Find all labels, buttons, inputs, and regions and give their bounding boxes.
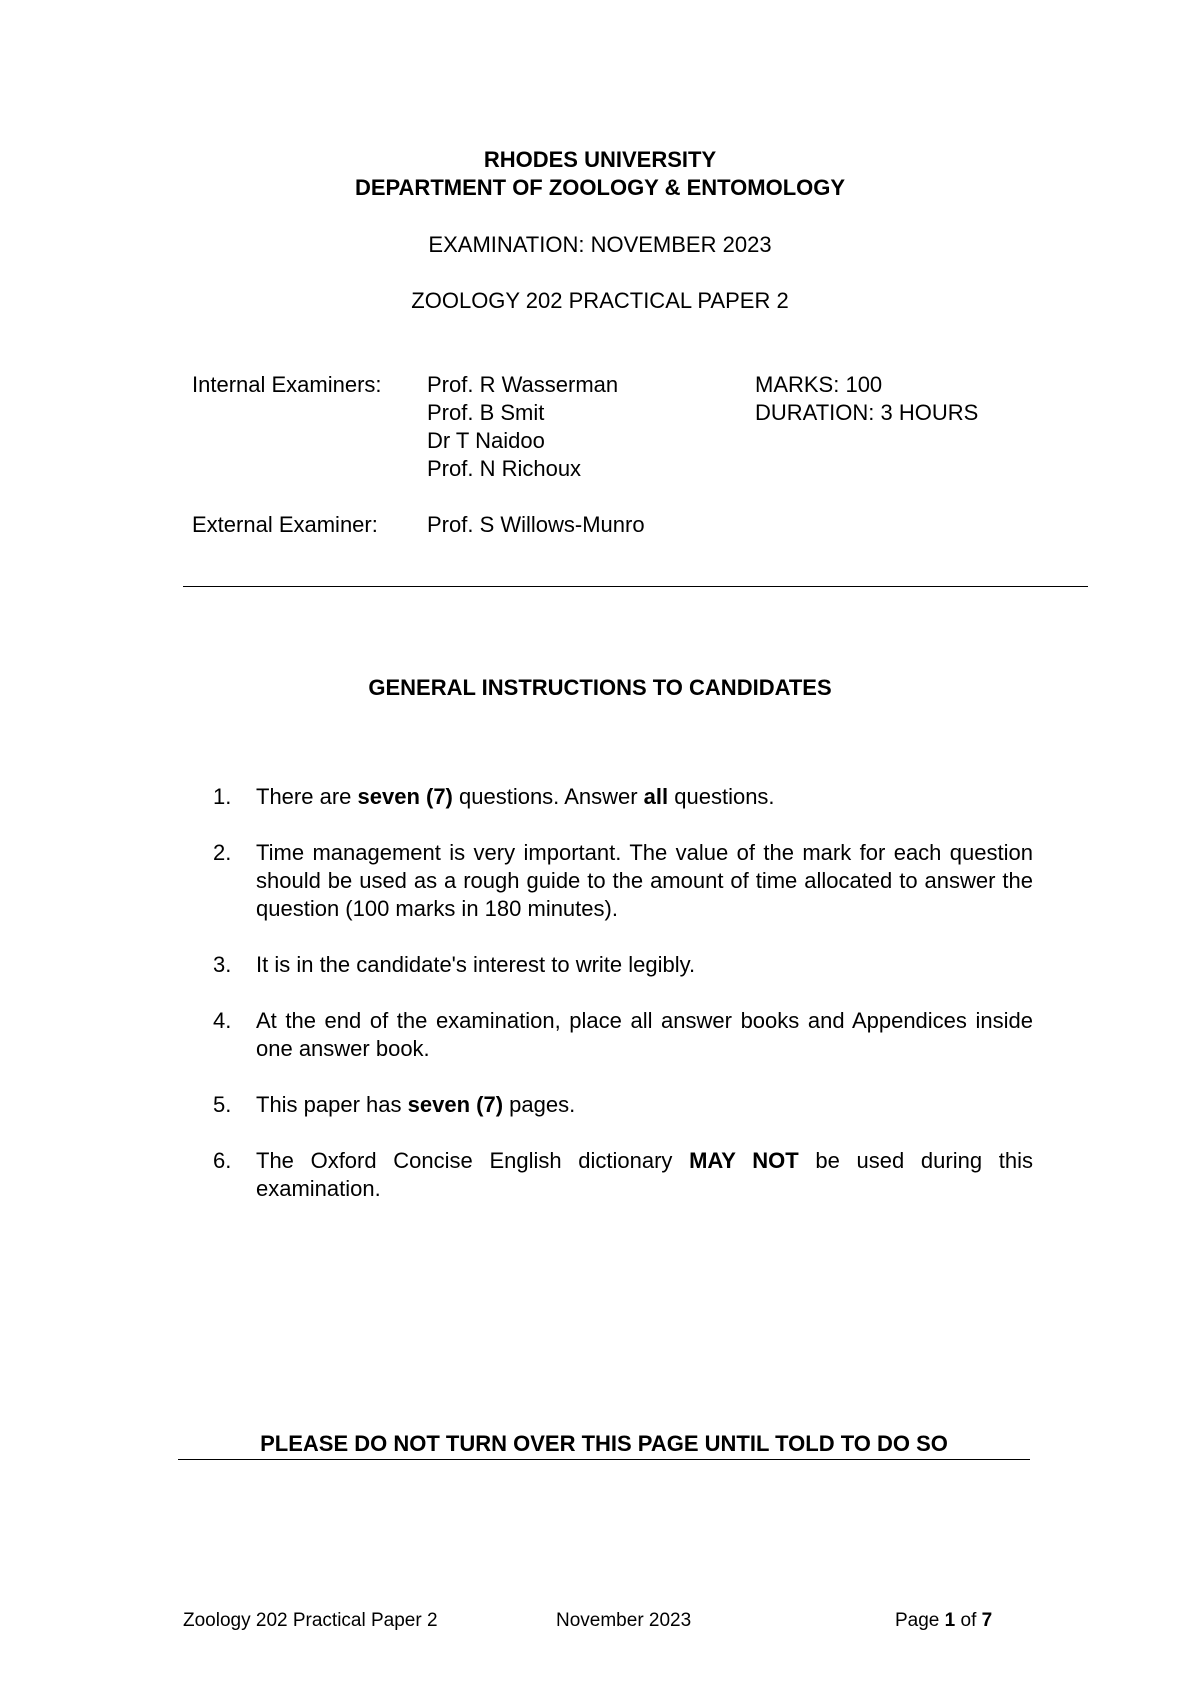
external-examiner-label: External Examiner:	[192, 512, 378, 537]
department-name: DEPARTMENT OF ZOOLOGY & ENTOMOLOGY	[354, 175, 846, 200]
instruction-text: questions.	[668, 784, 775, 809]
paper-title: ZOOLOGY 202 PRACTICAL PAPER 2	[411, 288, 789, 313]
instruction-text: pages.	[503, 1092, 576, 1117]
instruction-item	[213, 951, 1033, 979]
instruction-number: 1.	[213, 784, 232, 809]
instructions-title: GENERAL INSTRUCTIONS TO CANDIDATES	[368, 675, 832, 700]
instruction-number: 3.	[213, 952, 232, 977]
footer-page-number	[895, 1609, 992, 1633]
instruction-number: 6.	[213, 1148, 232, 1173]
external-examiner-name: Prof. S Willows-Munro	[427, 512, 645, 537]
footer-date: November 2023	[556, 1610, 692, 1631]
instruction-item	[213, 1007, 1033, 1063]
instruction-item	[213, 1091, 1033, 1119]
examination-date: EXAMINATION: NOVEMBER 2023	[428, 232, 772, 257]
instructions-list	[213, 783, 1033, 1231]
marks-total: MARKS: 100	[755, 372, 883, 397]
internal-examiners-label: Internal Examiners:	[192, 372, 382, 397]
instruction-number: 4.	[213, 1008, 232, 1033]
instruction-text: At the end of the examination, place all answer books and Appendices inside one answer book.	[256, 1008, 1033, 1061]
page-total: 7	[981, 1610, 993, 1631]
instruction-text: It is in the candidate's interest to write legibly.	[256, 952, 696, 977]
instruction-text: be used during this examination.	[256, 1148, 1033, 1201]
do-not-turn-warning: PLEASE DO NOT TURN OVER THIS PAGE UNTIL TOLD TO DO SO	[178, 1430, 1030, 1460]
page-of: of	[955, 1610, 982, 1631]
instruction-number: 2.	[213, 840, 232, 865]
internal-examiner-name: Prof. B Smit	[427, 400, 545, 425]
instruction-item	[213, 1147, 1033, 1203]
instruction-emphasis: MAY NOT	[689, 1148, 799, 1173]
instruction-item	[213, 839, 1033, 923]
instruction-item	[213, 783, 1033, 811]
internal-examiner-name: Prof. R Wasserman	[427, 372, 619, 397]
exam-duration: DURATION: 3 HOURS	[755, 400, 979, 425]
instruction-emphasis: all	[643, 784, 669, 809]
university-name: RHODES UNIVERSITY	[483, 147, 717, 172]
instruction-text: There are	[256, 784, 358, 809]
instruction-emphasis: seven (7)	[407, 1092, 504, 1117]
instruction-text: questions. Answer	[452, 784, 644, 809]
instruction-text: The Oxford Concise English dictionary	[256, 1148, 690, 1173]
page-current: 1	[944, 1610, 956, 1631]
instruction-text: Time management is very important. The value of the mark for each question should be used as a rough guide to the amount of time allocated to answer the question (100 marks in 180 minutes).	[256, 840, 1033, 921]
page-prefix: Page	[895, 1610, 945, 1631]
instruction-number: 5.	[213, 1092, 232, 1117]
instruction-text: This paper has	[256, 1092, 408, 1117]
footer-paper-title: Zoology 202 Practical Paper 2	[183, 1610, 438, 1631]
internal-examiner-name: Dr T Naidoo	[427, 428, 545, 453]
internal-examiner-name: Prof. N Richoux	[427, 456, 582, 481]
instruction-emphasis: seven (7)	[357, 784, 453, 809]
horizontal-rule	[183, 586, 1088, 587]
